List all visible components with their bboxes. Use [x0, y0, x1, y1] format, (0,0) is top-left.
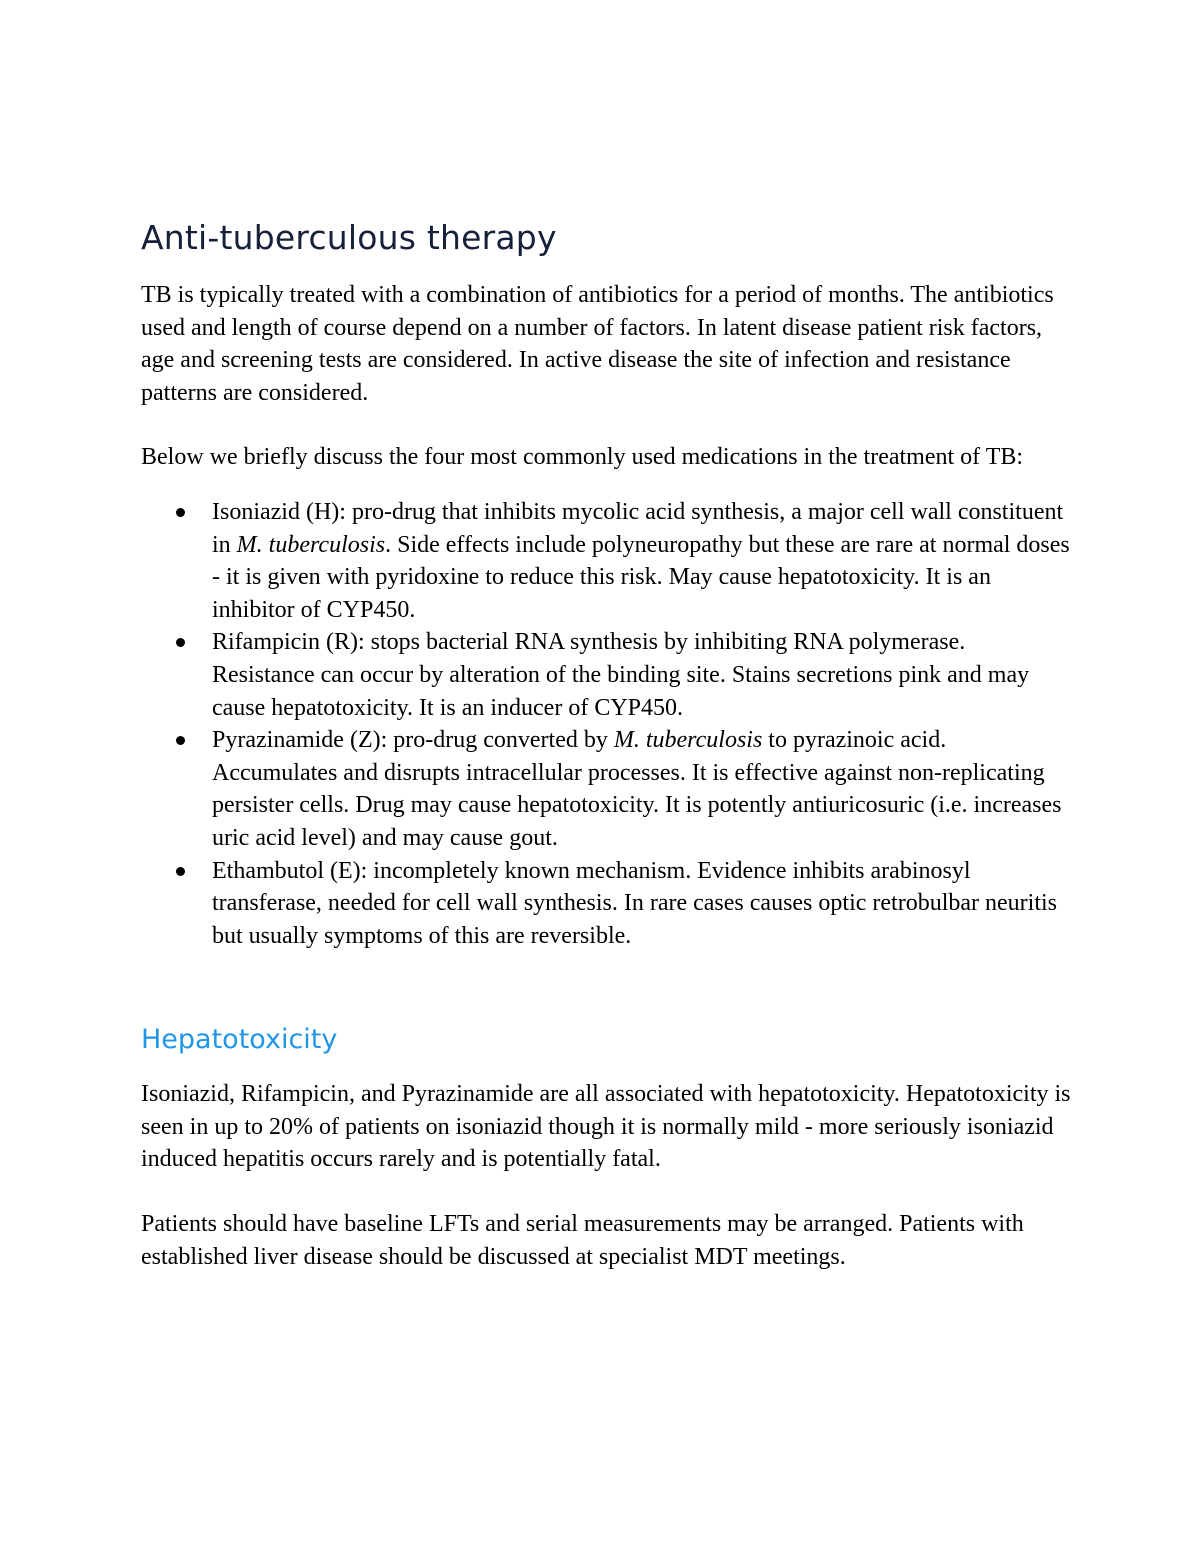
list-item-text: . Side effects include polyneuropathy but these are rare at normal doses - it is given with pyridoxine to reduce this risk. May cause hepatotoxicity. It is an inhibitor of CYP450.: [212, 531, 1070, 623]
list-item-text: Pyrazinamide (Z): pro-drug converted by: [212, 727, 614, 754]
bullet-icon: [176, 508, 185, 517]
hepatotoxicity-paragraph-1: Isoniazid, Rifampicin, and Pyrazinamide are all associated with hepatotoxicity. Hepatotoxicity is seen in up to 20% of patients on isoniazid though it is normally mild - more seriously isoniazid induced hepatitis occurs rarely and is potentially fatal.: [141, 1081, 1071, 1173]
list-item-rifampicin: [141, 626, 1071, 724]
list-item-text: Rifampicin (R): stops bacterial RNA synthesis by inhibiting RNA polymerase. Resistance can occur by alteration of the binding site. Stains secretions pink and may cause hepatotoxicity. It is an inducer of CYP450.: [212, 629, 1030, 721]
section-heading-hepatotoxicity: Hepatotoxicity: [141, 1024, 338, 1056]
drug-list: [141, 496, 1071, 952]
bullet-icon: [176, 736, 185, 745]
lead-paragraph: Below we briefly discuss the four most commonly used medications in the treatment of TB:: [141, 444, 1024, 471]
bullet-icon: [176, 867, 185, 876]
list-item-italic: M. tuberculosis: [236, 531, 386, 558]
list-item-pyrazinamide: [141, 724, 1071, 854]
hepatotoxicity-paragraph-2: Patients should have baseline LFTs and serial measurements may be arranged. Patients with established liver disease should be discussed at specialist MDT meetings.: [141, 1211, 1024, 1270]
list-item-isoniazid: [141, 496, 1071, 626]
intro-paragraph: TB is typically treated with a combination of antibiotics for a period of months. The antibiotics used and length of course depend on a number of factors. In latent disease patient risk factors, age and screening tests are considered. In active disease the site of infection and resistance patterns are considered.: [141, 282, 1054, 406]
page-title: Anti-tuberculous therapy: [141, 218, 557, 257]
list-item-text: to pyrazinoic acid. Accumulates and disrupts intracellular processes. It is effective against non-replicating persister cells. Drug may cause hepatotoxicity. It is potently antiuricosuric (i.e. increases uric acid level) and may cause gout.: [212, 727, 1062, 851]
list-item-ethambutol: [141, 855, 1071, 953]
list-item-text: Ethambutol (E): incompletely known mechanism. Evidence inhibits arabinosyl transferase, needed for cell wall synthesis. In rare cases causes optic retrobulbar neuritis but usually symptoms of this are reversible.: [212, 857, 1057, 949]
document-body: [141, 216, 1071, 1305]
list-item-italic: M. tuberculosis: [613, 727, 763, 754]
list-item-text: Isoniazid (H): pro-drug that inhibits mycolic acid synthesis, a major cell wall constituent in: [212, 498, 1064, 558]
bullet-icon: [176, 638, 185, 647]
